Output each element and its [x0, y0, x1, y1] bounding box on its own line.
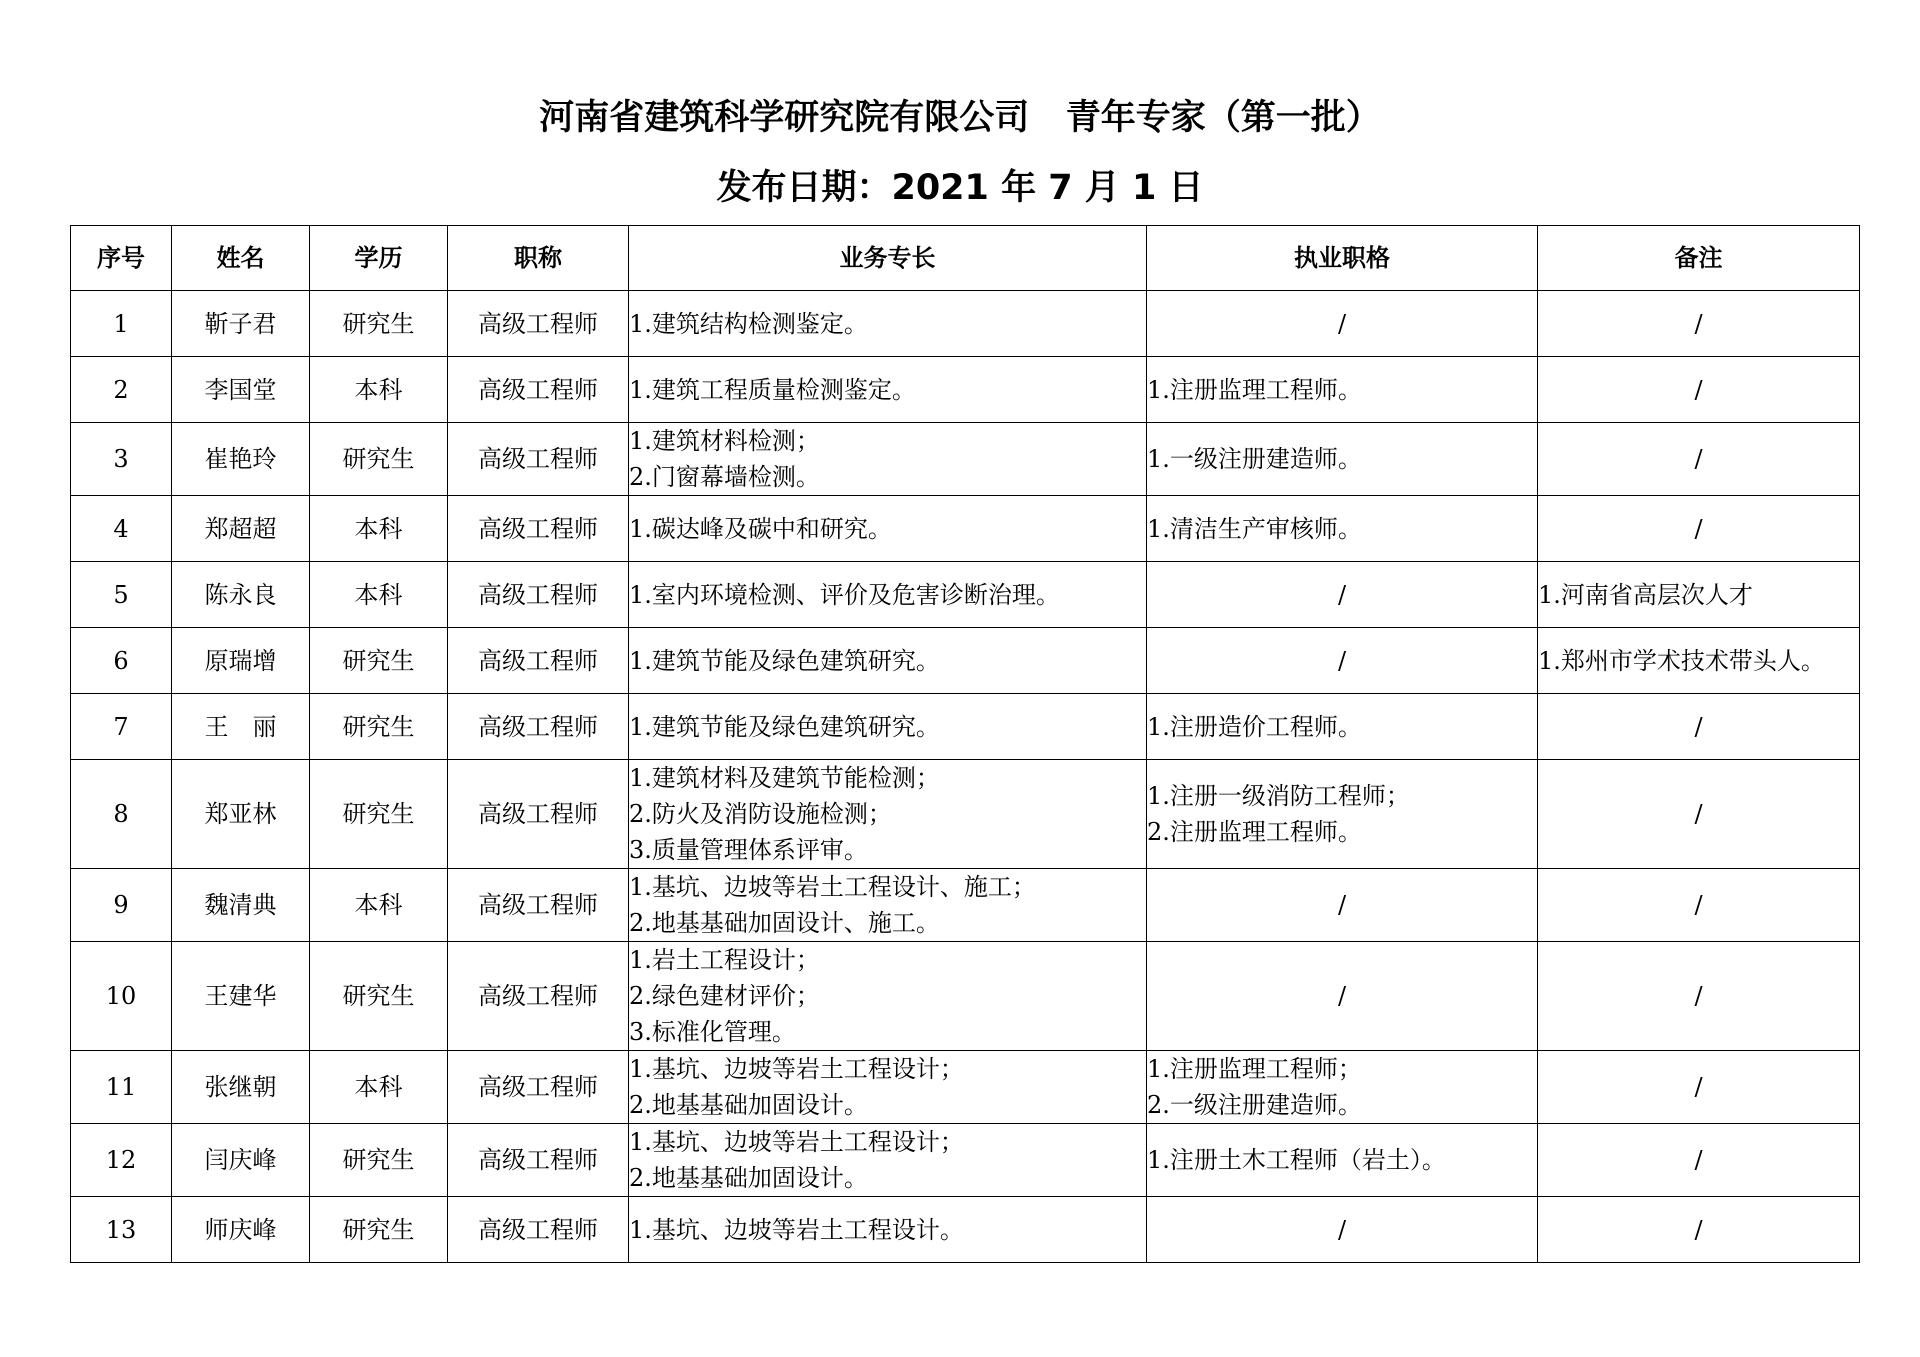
remark-cell [1538, 423, 1860, 496]
name-cell: 王建华 [172, 942, 310, 1051]
title-cell: 高级工程师 [448, 1197, 629, 1263]
expertise-cell-line: 1.建筑工程质量检测鉴定。 [629, 375, 916, 404]
title-cell: 高级工程师 [448, 291, 629, 357]
qualification-cell-line: 1.注册造价工程师。 [1147, 712, 1362, 741]
qualification-cell [1147, 869, 1538, 942]
table-row [71, 1124, 1860, 1197]
header-name: 姓名 [172, 226, 310, 291]
title-cell: 高级工程师 [448, 869, 629, 942]
serial-cell: 4 [71, 496, 172, 562]
remark-cell-line: / [1694, 514, 1703, 543]
education-cell: 研究生 [310, 694, 448, 760]
expertise-cell [629, 760, 1147, 869]
name-cell: 闫庆峰 [172, 1124, 310, 1197]
title-cell: 高级工程师 [448, 357, 629, 423]
qualification-cell-line: 1.清洁生产审核师。 [1147, 514, 1362, 543]
education-cell: 研究生 [310, 423, 448, 496]
expertise-cell [629, 869, 1147, 942]
qualification-cell [1147, 1051, 1538, 1124]
expertise-cell-line: 2.防火及消防设施检测； [629, 800, 892, 828]
expertise-cell [629, 942, 1147, 1051]
name-cell: 靳子君 [172, 291, 310, 357]
expertise-cell-line: 1.建筑材料检测； [629, 427, 820, 455]
header-serial: 序号 [71, 226, 172, 291]
serial-cell: 1 [71, 291, 172, 357]
table-row [71, 1197, 1860, 1263]
remark-cell [1538, 291, 1860, 357]
remark-cell [1538, 1051, 1860, 1124]
qualification-cell-line: / [1337, 1215, 1347, 1244]
qualification-cell-line: / [1337, 891, 1347, 919]
remark-cell [1538, 357, 1860, 423]
qualification-cell [1147, 760, 1538, 869]
qualification-cell [1147, 1124, 1538, 1197]
qualification-cell [1147, 496, 1538, 562]
name-cell: 魏清典 [172, 869, 310, 942]
remark-cell [1538, 496, 1860, 562]
education-cell: 研究生 [310, 628, 448, 694]
education-cell: 研究生 [310, 942, 448, 1051]
table-row [71, 694, 1860, 760]
qualification-cell-line: 1.注册一级消防工程师； [1147, 782, 1410, 810]
expertise-cell-line: 1.碳达峰及碳中和研究。 [629, 514, 892, 543]
table-row [71, 628, 1860, 694]
expertise-cell [629, 1124, 1147, 1197]
table-row [71, 942, 1860, 1051]
title-cell: 高级工程师 [448, 496, 629, 562]
qualification-cell-line: / [1337, 982, 1347, 1010]
remark-cell-line: / [1694, 375, 1703, 404]
remark-cell-line: / [1694, 1215, 1703, 1244]
education-cell: 研究生 [310, 291, 448, 357]
serial-cell: 10 [71, 942, 172, 1051]
name-cell: 师庆峰 [172, 1197, 310, 1263]
expertise-cell-line: 1.基坑、边坡等岩土工程设计； [629, 1055, 964, 1083]
remark-cell-line: / [1694, 1073, 1703, 1101]
expertise-cell [629, 1051, 1147, 1124]
expertise-cell-line: 2.地基基础加固设计。 [629, 1091, 868, 1119]
qualification-cell-line: 1.一级注册建造师。 [1147, 445, 1362, 473]
table-row [71, 1051, 1860, 1124]
qualification-cell [1147, 357, 1538, 423]
title-cell: 高级工程师 [448, 562, 629, 628]
expertise-cell-line: 3.标准化管理。 [629, 1018, 796, 1046]
qualification-cell [1147, 942, 1538, 1051]
expertise-cell-line: 2.绿色建材评价； [629, 982, 820, 1010]
name-cell: 李国堂 [172, 357, 310, 423]
remark-cell [1538, 628, 1860, 694]
qualification-cell [1147, 628, 1538, 694]
header-qualification: 执业职格 [1147, 226, 1538, 291]
expertise-cell [629, 1197, 1147, 1263]
serial-cell: 6 [71, 628, 172, 694]
education-cell: 研究生 [310, 1124, 448, 1197]
qualification-cell [1147, 562, 1538, 628]
qualification-cell-line: 1.注册监理工程师； [1147, 1055, 1362, 1083]
name-cell: 原瑞增 [172, 628, 310, 694]
title-cell: 高级工程师 [448, 760, 629, 869]
education-cell: 本科 [310, 869, 448, 942]
qualification-cell [1147, 1197, 1538, 1263]
serial-cell: 2 [71, 357, 172, 423]
name-cell: 崔艳玲 [172, 423, 310, 496]
remark-cell-line: / [1694, 982, 1703, 1010]
serial-cell: 5 [71, 562, 172, 628]
expertise-cell-line: 1.室内环境检测、评价及危害诊断治理。 [629, 580, 1060, 609]
header-title: 职称 [448, 226, 629, 291]
serial-cell: 7 [71, 694, 172, 760]
qualification-cell-line: 1.注册土木工程师（岩土）。 [1147, 1146, 1446, 1174]
table-row [71, 291, 1860, 357]
expertise-cell [629, 423, 1147, 496]
qualification-cell-line: / [1337, 580, 1347, 609]
table-row [71, 357, 1860, 423]
table-row [71, 496, 1860, 562]
remark-cell [1538, 1197, 1860, 1263]
expertise-cell-line: 2.地基基础加固设计。 [629, 1164, 868, 1192]
remark-cell [1538, 694, 1860, 760]
qualification-cell-line: / [1337, 309, 1347, 338]
remark-cell-line: / [1694, 891, 1703, 919]
remark-cell [1538, 869, 1860, 942]
expertise-cell [629, 357, 1147, 423]
expertise-cell-line: 1.岩土工程设计； [629, 946, 820, 974]
table-row [71, 423, 1860, 496]
table-row [71, 562, 1860, 628]
title-cell: 高级工程师 [448, 694, 629, 760]
name-cell: 王 丽 [172, 694, 310, 760]
table-header-row [71, 226, 1860, 291]
serial-cell: 11 [71, 1051, 172, 1124]
qualification-cell-line: 2.注册监理工程师。 [1147, 818, 1362, 846]
title-cell: 高级工程师 [448, 1124, 629, 1197]
table-body [71, 291, 1860, 1263]
expertise-cell [629, 562, 1147, 628]
expertise-cell-line: 1.建筑结构检测鉴定。 [629, 309, 868, 338]
title-cell: 高级工程师 [448, 942, 629, 1051]
expert-table [70, 225, 1860, 1263]
expertise-cell-line: 2.门窗幕墙检测。 [629, 463, 820, 491]
header-expertise: 业务专长 [629, 226, 1147, 291]
qualification-cell-line: 1.注册监理工程师。 [1147, 375, 1362, 404]
expertise-cell-line: 1.建筑节能及绿色建筑研究。 [629, 712, 940, 741]
expertise-cell-line: 1.建筑材料及建筑节能检测； [629, 764, 940, 792]
expertise-cell [629, 628, 1147, 694]
name-cell: 张继朝 [172, 1051, 310, 1124]
expertise-cell-line: 1.基坑、边坡等岩土工程设计； [629, 1128, 964, 1156]
header-remark: 备注 [1538, 226, 1860, 291]
remark-cell [1538, 1124, 1860, 1197]
remark-cell-line: / [1694, 800, 1703, 828]
release-date: 发布日期：2021 年 7 月 1 日 [716, 168, 1204, 208]
expertise-cell-line: 1.基坑、边坡等岩土工程设计、施工； [629, 873, 1036, 901]
remark-cell-line: / [1694, 1146, 1703, 1174]
qualification-cell-line: / [1337, 646, 1347, 675]
expertise-cell-line: 3.质量管理体系评审。 [629, 836, 868, 864]
table-row [71, 760, 1860, 869]
expertise-cell [629, 694, 1147, 760]
qualification-cell [1147, 291, 1538, 357]
expertise-cell-line: 1.建筑节能及绿色建筑研究。 [629, 646, 940, 675]
education-cell: 研究生 [310, 1197, 448, 1263]
remark-cell-line: / [1694, 712, 1703, 741]
expertise-cell [629, 291, 1147, 357]
qualification-cell-line: 2.一级注册建造师。 [1147, 1091, 1362, 1119]
education-cell: 本科 [310, 357, 448, 423]
remark-cell [1538, 942, 1860, 1051]
expertise-cell-line: 1.基坑、边坡等岩土工程设计。 [629, 1215, 964, 1244]
table-row [71, 869, 1860, 942]
education-cell: 本科 [310, 496, 448, 562]
remark-cell-line: / [1694, 445, 1703, 473]
document-title: 河南省建筑科学研究院有限公司 青年专家（第一批） [539, 98, 1381, 138]
qualification-cell [1147, 694, 1538, 760]
education-cell: 研究生 [310, 760, 448, 869]
serial-cell: 9 [71, 869, 172, 942]
remark-cell-line: 1.郑州市学术技术带头人。 [1538, 646, 1825, 675]
title-cell: 高级工程师 [448, 423, 629, 496]
expertise-cell-line: 2.地基基础加固设计、施工。 [629, 909, 940, 937]
remark-cell-line: 1.河南省高层次人才 [1538, 580, 1753, 609]
serial-cell: 13 [71, 1197, 172, 1263]
serial-cell: 8 [71, 760, 172, 869]
remark-cell [1538, 760, 1860, 869]
name-cell: 郑超超 [172, 496, 310, 562]
header-education: 学历 [310, 226, 448, 291]
remark-cell [1538, 562, 1860, 628]
name-cell: 郑亚林 [172, 760, 310, 869]
name-cell: 陈永良 [172, 562, 310, 628]
education-cell: 本科 [310, 562, 448, 628]
serial-cell: 12 [71, 1124, 172, 1197]
title-cell: 高级工程师 [448, 628, 629, 694]
serial-cell: 3 [71, 423, 172, 496]
expertise-cell [629, 496, 1147, 562]
qualification-cell [1147, 423, 1538, 496]
education-cell: 本科 [310, 1051, 448, 1124]
remark-cell-line: / [1694, 309, 1703, 338]
title-cell: 高级工程师 [448, 1051, 629, 1124]
